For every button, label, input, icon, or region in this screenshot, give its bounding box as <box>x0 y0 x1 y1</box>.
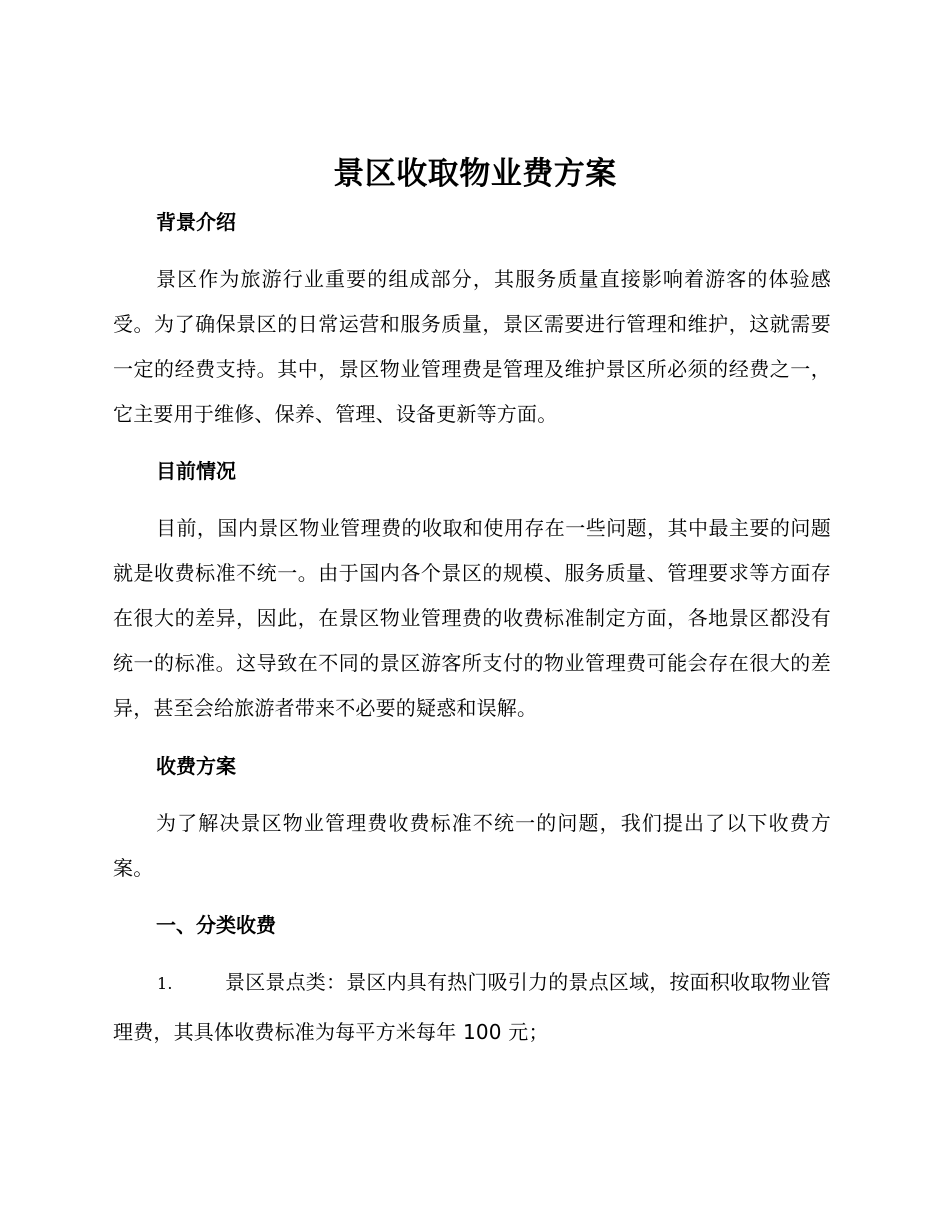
document-title: 景区收取物业费方案 <box>333 156 617 192</box>
section-heading-fee-plan: 收费方案 <box>156 754 236 778</box>
section-heading-current-situation: 目前情况 <box>156 459 236 483</box>
list-item-text: 景区景点类：景区内具有热门吸引力的景点区域，按面积收取物业管理费，其具体收费标准为每平方米每年 100 元； <box>113 970 831 1044</box>
list-item-number: 1. <box>157 974 173 993</box>
paragraph-background: 景区作为旅游行业重要的组成部分，其服务质量直接影响着游客的体验感受。为了确保景区的日常运营和服务质量，景区需要进行管理和维护，这就需要一定的经费支持。其中，景区物业管理费是管理及维护景区所必须的经费之一，它主要用于维修、保养、管理、设备更新等方面。 <box>113 267 831 426</box>
list-item <box>113 958 831 1056</box>
section-heading-classified-fees: 一、分类收费 <box>156 913 276 937</box>
section-heading-background: 背景介绍 <box>156 210 236 234</box>
paragraph-current-situation: 目前，国内景区物业管理费的收取和使用存在一些问题，其中最主要的问题就是收费标准不统一。由于国内各个景区的规模、服务质量、管理要求等方面存在很大的差异，因此，在景区物业管理费的收费标准制定方面，各地景区都没有统一的标准。这导致在不同的景区游客所支付的物业管理费可能会存在很大的差异，甚至会给旅游者带来不必要的疑惑和误解。 <box>113 516 831 720</box>
paragraph-fee-plan: 为了解决景区物业管理费收费标准不统一的问题，我们提出了以下收费方案。 <box>113 811 831 880</box>
